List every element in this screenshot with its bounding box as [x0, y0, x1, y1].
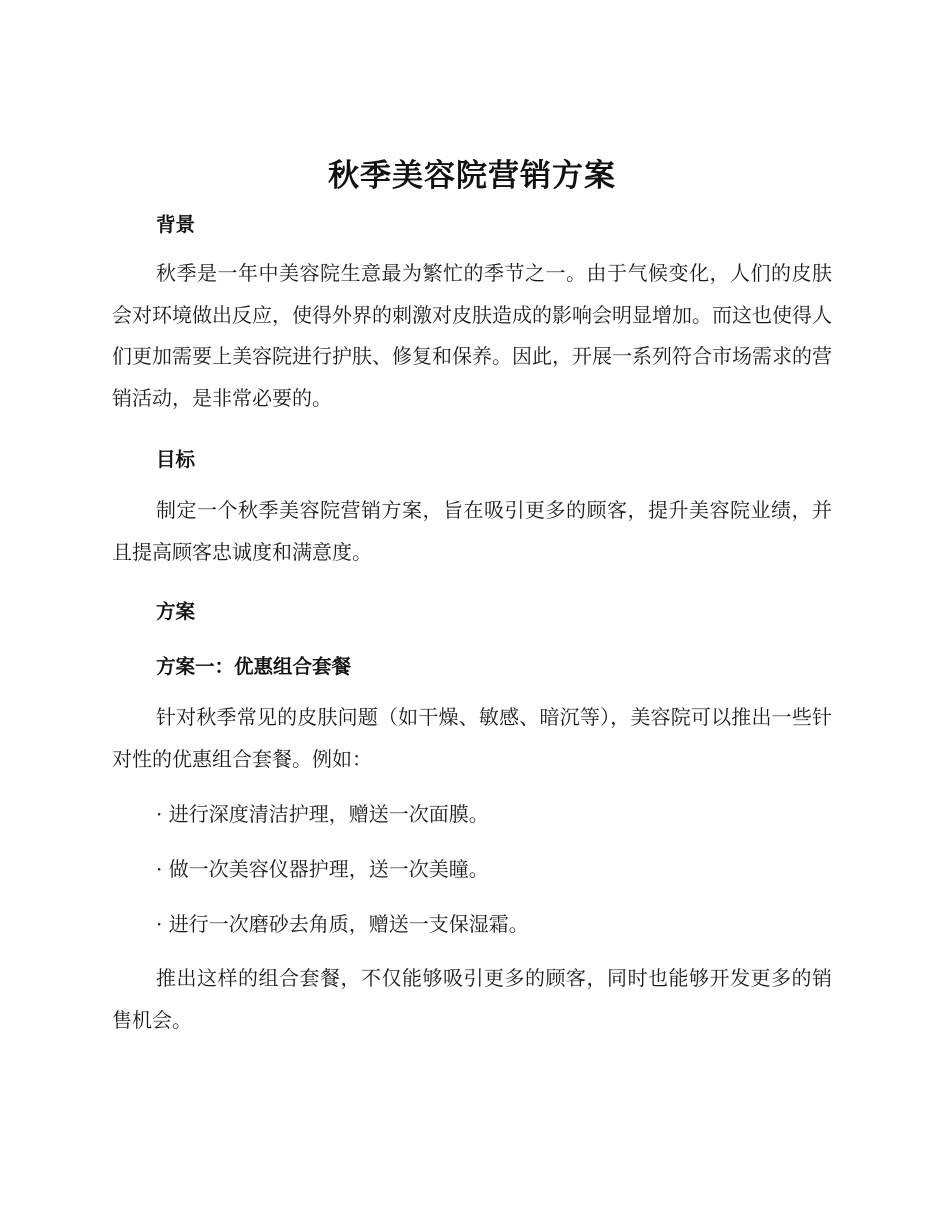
plan-one-heading: 方案一：优惠组合套餐	[156, 655, 352, 678]
goal-paragraph: 制定一个秋季美容院营销方案，旨在吸引更多的顾客，提升美容院业绩，并且提高顾客忠诚度和满意度。	[112, 498, 832, 564]
plan-one-bullet-2: · 做一次美容仪器护理，送一次美瞳。	[156, 857, 489, 881]
plan-one-intro-paragraph: 针对秋季常见的皮肤问题（如干燥、敏感、暗沉等），美容院可以推出一些针对性的优惠组合套餐。例如：	[112, 705, 832, 771]
section-heading-goal: 目标	[156, 448, 196, 471]
plan-one-bullet-3: · 进行一次磨砂去角质，赠送一支保湿霜。	[156, 912, 529, 936]
plan-one-conclusion-paragraph: 推出这样的组合套餐，不仅能够吸引更多的顾客，同时也能够开发更多的销售机会。	[112, 966, 832, 1032]
document-title: 秋季美容院营销方案	[328, 158, 616, 194]
section-heading-background: 背景	[156, 213, 196, 236]
plan-one-bullet-1: · 进行深度清洁护理，赠送一次面膜。	[156, 802, 489, 826]
background-paragraph: 秋季是一年中美容院生意最为繁忙的季节之一。由于气候变化，人们的皮肤会对环境做出反应，使得外界的刺激对皮肤造成的影响会明显增加。而这也使得人们更加需要上美容院进行护肤、修复和保养。因此，开展一系列符合市场需求的营销活动，是非常必要的。	[112, 261, 832, 410]
section-heading-plan: 方案	[156, 600, 196, 623]
